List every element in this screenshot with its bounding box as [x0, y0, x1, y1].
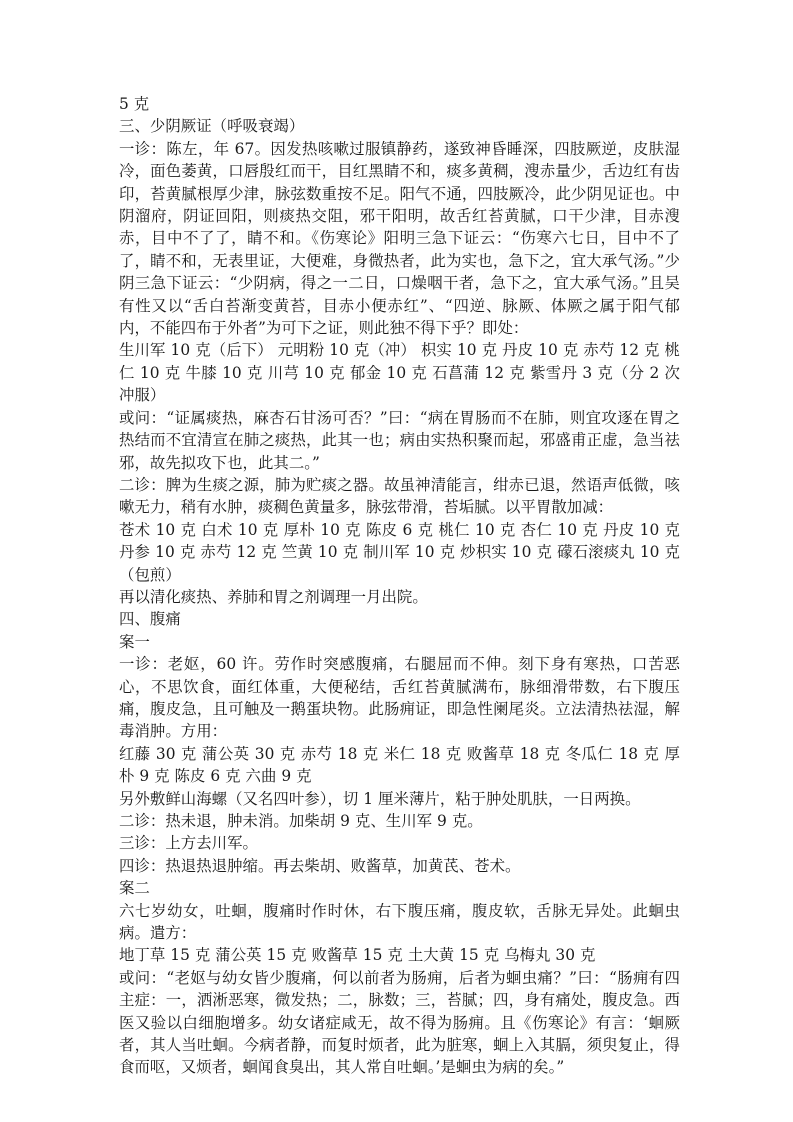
case-heading: 案二 — [119, 879, 150, 898]
paragraph: 二诊：脾为生痰之源，肺为贮痰之器。故虽神清能言，绀赤已退，然语声低微，咳嗽无力，稍有水肿，痰稠色黄量多，脉弦带滑，苔垢腻。以平胃散加减： — [119, 475, 680, 517]
section-heading: 四、腹痛 — [119, 610, 181, 629]
paragraph: 或问：“证属痰热，麻杏石甘汤可否？”曰：“病在胃肠而不在肺，则宜攻逐在胃之热结而不宜清宣在肺之痰热，此其一也；病由实热积聚而起，邪盛甫正虚，急当祛邪，故先拟攻下也，此其二。” — [119, 408, 680, 472]
document-body — [119, 93, 680, 1079]
paragraph: 三诊：上方去川军。 — [119, 834, 258, 853]
prescription: 地丁草 15 克 蒲公英 15 克 败酱草 15 克 土大黄 15 克 乌梅丸 30 克 — [119, 946, 596, 965]
paragraph: 四诊：热退热退肿缩。再去柴胡、败酱草，加黄芪、苍术。 — [119, 856, 521, 875]
prescription: 苍术 10 克 白术 10 克 厚朴 10 克 陈皮 6 克 桃仁 10 克 杏仁 10 克 丹皮 10 克 丹参 10 克 赤芍 12 克 竺黄 10 克 制川军 10 克 炒枳实 10 克 礞石滚痰丸 10 克（包煎） — [119, 520, 680, 584]
prescription: 生川军 10 克（后下） 元明粉 10 克（冲） 枳实 10 克 丹皮 10 克 赤芍 12 克 桃仁 10 克 牛膝 10 克 川芎 10 克 郁金 10 克 石菖蒲 12 克 紫雪丹 3 克（分 2 次冲服） — [119, 341, 680, 405]
section-heading: 三、少阴厥证（呼吸衰竭） — [119, 117, 305, 136]
paragraph: 一诊：老妪，60 许。劳作时突感腹痛，右腿屈而不伸。刻下身有寒热，口苦恶心，不思饮食，面红体重，大便秘结，舌红苔黄腻满布，脉细滑带数，右下腹压痛，腹皮急，且可触及一鹅蛋块物。此肠痈证，即急性阑尾炎。立法清热祛湿，解毒消肿。方用： — [119, 655, 680, 741]
paragraph: 一诊：陈左，年 67。因发热咳嗽过服镇静药，遂致神昏睡深，四肢厥逆，皮肤湿冷，面色萎黄，口唇殷红而干，目红黑睛不和，痰多黄稠，溲赤量少，舌边红有齿印，苔黄腻根厚少津，脉弦数重按不足。阳气不通，四肢厥冷，此少阴见证也。中阴溜府，阴证回阳，则痰热交阻，邪干阳明，故舌红苔黄腻，口干少津，目赤溲赤，目中不了了，睛不和。《伤寒论》阳明三急下证云：“伤寒六七日，目中不了了，睛不和，无表里证，大便难，身微热者，此为实也，急下之，宜大承气汤。”少阴三急下证云：“少阴病，得之一二日，口燥咽干者，急下之，宜大承气汤。”且吴有性又以“舌白苔渐变黄苔，目赤小便赤红”、“四逆、脉厥、体厥之属于阳气郁内，不能四布于外者”为可下之证，则此独不得下乎？即处： — [119, 139, 680, 338]
case-heading: 案一 — [119, 632, 150, 651]
paragraph: 二诊：热未退，肿未消。加柴胡 9 克、生川军 9 克。 — [119, 812, 483, 830]
paragraph: 六七岁幼女，吐蛔，腹痛时作时休，右下腹压痛，腹皮软，舌脉无异处。此蛔虫病。遣方： — [119, 901, 680, 943]
paragraph: 或问：“老妪与幼女皆少腹痛，何以前者为肠痈，后者为蛔虫痛？”曰：“肠痈有四主症：一，洒淅恶寒，微发热；二，脉数；三，苔腻；四，身有痛处，腹皮急。西医又验以白细胞增多。幼女诸症咸无，故不得为肠痈。且《伤寒论》有言：‘蛔厥者，其人当吐蛔。今病者静，而复时烦者，此为脏寒，蛔上入其膈，须臾复止，得食而呕，又烦者，蛔闻食臭出，其人常自吐蛔。’是蛔虫为病的矣。” — [119, 968, 680, 1077]
prescription: 红藤 30 克 蒲公英 30 克 赤芍 18 克 米仁 18 克 败酱草 18 克 冬瓜仁 18 克 厚朴 9 克 陈皮 6 克 六曲 9 克 — [119, 744, 680, 786]
paragraph: 另外敷鲜山海螺（又名四叶参），切 1 厘米薄片，粘于肿处肌肤，一日两换。 — [119, 789, 641, 808]
text-line: 5 克 — [119, 95, 150, 113]
paragraph: 再以清化痰热、养肺和胃之剂调理一月出院。 — [119, 587, 428, 606]
